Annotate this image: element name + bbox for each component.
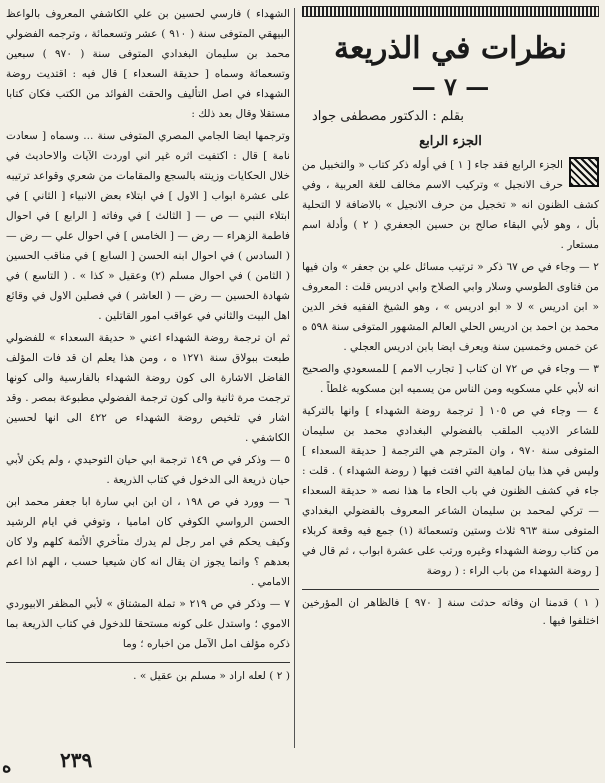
edge-mark: ه: [2, 756, 12, 777]
column-divider: [294, 8, 295, 748]
article-title: نظرات في الذريعة: [334, 31, 567, 66]
dropcap-ornament: [569, 157, 599, 187]
article-number: — ٧ —: [411, 72, 490, 101]
section-heading: الجزء الرابع: [419, 134, 482, 149]
paragraph: ثم ان ترجمة روضة الشهداء اعني « حديقة السعداء » للفضولي طبعت ببولاق سنة ١٢٧١ ه ، ومن هذا يعلم ان قد فات المؤلف الفاضل الاشارة الى كون روضة الشهداء بالفارسية والى كونها ترجمت مرة ثانية والى كون ترجمة الفضولي مطبوعة بمصر . وقد اشار في تلخيص روضة الشهداء ص ٤٢٢ الى انها لحسين الكاشفي .: [6, 332, 290, 444]
footnote: ( ١ ) قدمنا ان وفاته حدثت سنة [ ٩٧٠ ] فالظاهر ان المؤرخين اختلفوا فيها .: [302, 597, 600, 627]
footnote-divider: [6, 662, 290, 663]
paragraph: ٥ — وذكر في ص ١٤٩ ترجمة ابي حيان التوحيدي ، ولم يكن لأبي حيان ذريعة الى الدخول في كتاب الذريعة .: [6, 454, 291, 486]
paragraph: ٧ — وذكر في ص ٢١٩ « تملة المشتاق » لأبي المظفر الابيوردي الاموي ؛ واستدل على كونه مستحقا للدخول في كتاب الذريعة بما ذكره مؤلف امل الآمل من اخباره ؛ وما: [6, 598, 290, 650]
footnote-divider: [302, 589, 599, 590]
right-column: [302, 4, 599, 630]
left-column: [6, 4, 290, 685]
paragraph: ٢ — وجاء في ص ٦٧ ذكر « ترتيب مسائل علي بن جعفر » وان فيها من فتاوى الطوسي وسلار وابي الصلاح وابي ادريس قلت : المعروف « ابن ادريس » لا « ابو ادريس » ، وهو الشيخ الفقيه فخر الدين محمد بن احمد بن ادريس الحلي العالم المشهور المتوفى سنة ٥٩٨ ه عن خمس وخمسين سنة ويعرف ايضا بابن ادريس العجلي .: [302, 261, 599, 353]
paragraph: وترجمها ايضا الجامي المصري المتوفى سنة ... وسماه [ سعادت نامة ] قال : اكتفيت اثره غير اني اوردت الآيات والاحاديث في خلال الحكايات وزينته بالسجع والمقامات من شعري وقواعد ترتيبه على عشرة ابواب [ الاول ] في ابتلاء بعض الانبياء [ الثاني ] في ابتلاء النبي — ص — [ الثالث ] في وفاته [ الرابع ] في احوال فاطمة الزهراء — رض — [ الخامس ] في احوال علي — رض — ( السادس ) في احوال ابنه الحسن [ السابع ] في مناقب الحسين ( الثامن ) في احوال مسلم (٢) وعقيل « كذا » . ( التاسع ) في شهادة الحسين — رض — ( العاشر ) في فصلين الاول في وقائع اهل البيت والثاني في عواقب امور القاتلين .: [6, 130, 291, 322]
paragraph: ٤ — وجاء في ص ١٠٥ [ ترجمة روضة الشهداء ] وانها بالتركية للشاعر الاديب الملقب بالفضولي البغدادي محمد بن سليمان المتوفى سنة ٩٧٠ ، وان المترجم هي الترجمة [ حديقة السعداء ] وليس في هذا بيان لماهية التي افتت فيها ( روضة الشهداء ) . قلت : جاء في كشف الظنون في باب الحاء ما هذا نصه « حديقة السعداء — تركي لمحمد بن سليمان الشاعر المعروف بالفضولي البغدادي المتوفى سنة ٩٦٣ ثلاث وستين وتسعمائة (١) جمع فيه وقعة كربلاء من كتاب روضة الشهداء وغيره ورتب على عشرة ابواب ، ثم قال في [ روضة الشهداء من باب الراء : ( روضة: [302, 405, 600, 577]
paragraph: الجزء الرابع فقد جاء [ ١ ] في أوله ذكر كتاب « والتخبيل من حرف الانجيل » وتركيب الاسم مخالف للغة العربية ، وفي كشف الظنون انه « تخجيل من حرف الانجيل » بالاضافة لا التحلية بأل ، وهو لأبي البقاء صالح بن حسين الجعفري ( ٢ ) وأدلة اسم مستعار .: [302, 159, 599, 251]
footnote: ( ٢ ) لعله اراد « مسلم بن عقيل » .: [133, 670, 290, 682]
header-ornament: [302, 6, 599, 17]
paragraph: الشهداء ) فارسي لحسين بن علي الكاشفي المعروف بالواعظ البيهقي المتوفى سنة ( ٩١٠ ) عشر وتسعمائة ، وترجمه الفضولي محمد بن سليمان البغدادي المتوفى سنة ( ٩٧٠ ) سبعين وتسعمائة وسماه [ حديقة السعداء ] قال فيه : اقتديت روضة الشهداء في اصل التأليف والحقت الفوائد من الكتب فكان كتابا مستقلا وقال بعد ذلك :: [6, 8, 290, 120]
right-body: [302, 155, 599, 581]
paragraph: ٦ — وورد في ص ١٩٨ ، ان ابن ابي سارة ابا جعفر محمد ابن الحسن الرواسي الكوفي كان اماميا ، وتوفي في ايام الرشيد وكيف يحكم في امر رجل لم يدرك متأخري الأئمة كلهم ولا كان بعدهم ؟ وانما يجوز ان يقال انه كان شيعيا حسب ، الهم اذا اعم الامامي .: [6, 496, 290, 588]
author-byline: بقلم : الدكتور مصطفى جواد: [312, 109, 465, 124]
paragraph: ٣ — وجاء في ص ٧٢ ان كتاب [ تجارب الامم ] للمسعودي والصحيح انه لأبي علي مسكويه ومن الناس من يسميه ابن مسكويه غلطاً .: [302, 363, 599, 395]
page-number: ٢٣٩: [60, 748, 93, 772]
